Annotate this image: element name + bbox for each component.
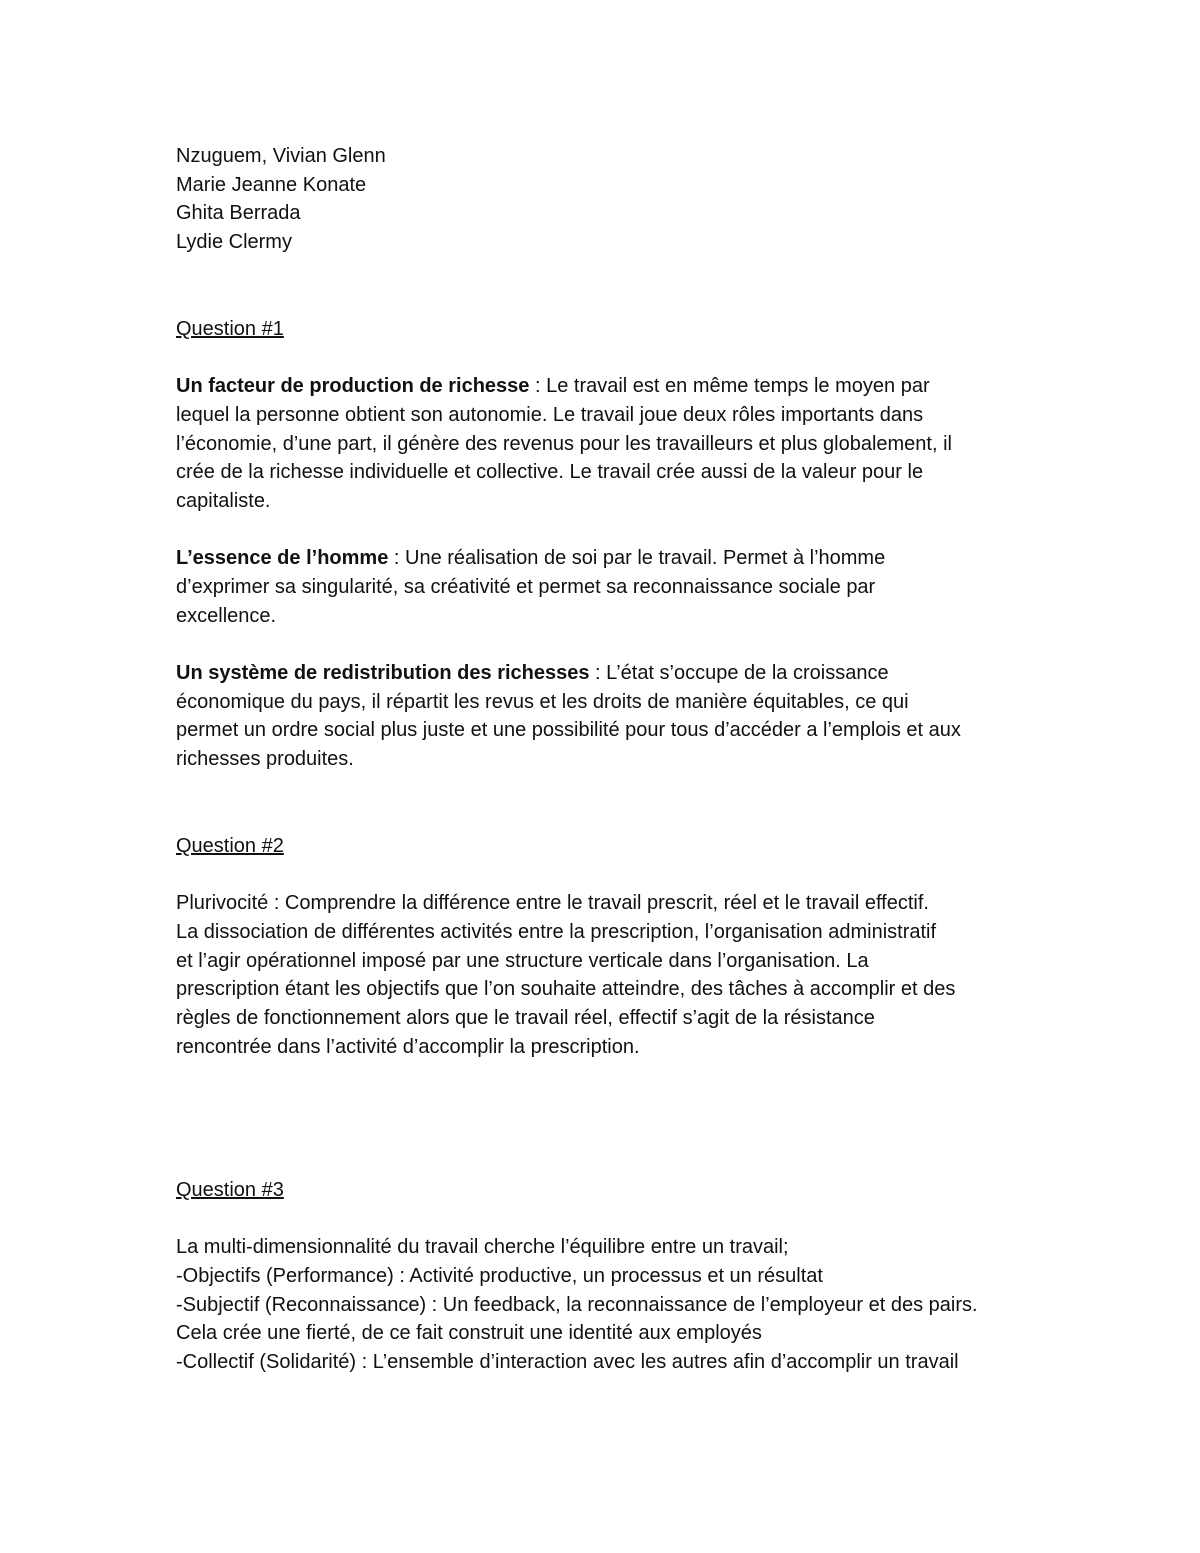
q1-paragraph-1-line: l’économie, d’une part, il génère des revenus pour les travailleurs et plus globalement, il <box>176 433 952 455</box>
q1-paragraph-1-line: lequel la personne obtient son autonomie. Le travail joue deux rôles importants dans <box>176 404 924 426</box>
q2-paragraph-line: La dissociation de différentes activités entre la prescription, l’organisation administratif <box>176 921 937 943</box>
q1-paragraph-2-line: d’exprimer sa singularité, sa créativité et permet sa reconnaissance sociale par <box>176 576 876 598</box>
q1-term-1: Un facteur de production de richesse <box>176 375 530 397</box>
q2-paragraph-line: rencontrée dans l’activité d’accomplir la prescription. <box>176 1036 640 1058</box>
q1-term-2: L’essence de l’homme <box>176 547 389 569</box>
q1-paragraph-2-line <box>176 544 885 573</box>
q1-paragraph-3-line: économique du pays, il répartit les revus et les droits de manière équitables, ce qui <box>176 691 909 713</box>
q1-paragraph-2-line: excellence. <box>176 605 277 627</box>
q2-paragraph-line: Plurivocité : Comprendre la différence entre le travail prescrit, réel et le travail effectif. <box>176 892 929 914</box>
question-3-heading: Question #3 <box>176 1179 284 1201</box>
q2-paragraph-line: prescription étant les objectifs que l’on souhaite atteindre, des tâches à accomplir et des <box>176 978 956 1000</box>
q1-paragraph-1-line: capitaliste. <box>176 490 271 512</box>
q3-paragraph-line: La multi-dimensionnalité du travail cherche l’équilibre entre un travail; <box>176 1236 789 1258</box>
q1-paragraph-3-text: : L’état s’occupe de la croissance <box>589 662 889 684</box>
author-line: Ghita Berrada <box>176 202 301 224</box>
q3-paragraph-line: Cela crée une fierté, de ce fait construit une identité aux employés <box>176 1322 762 1344</box>
q1-paragraph-1-line: crée de la richesse individuelle et collective. Le travail crée aussi de la valeur pour le <box>176 461 924 483</box>
q2-paragraph-line: règles de fonctionnement alors que le travail réel, effectif s’agit de la résistance <box>176 1007 875 1029</box>
question-1-heading: Question #1 <box>176 318 284 340</box>
author-line: Marie Jeanne Konate <box>176 174 367 196</box>
q1-paragraph-3-line: permet un ordre social plus juste et une possibilité pour tous d’accéder a l’emplois et aux <box>176 719 961 741</box>
q1-paragraph-3-line <box>176 659 889 688</box>
question-2-heading: Question #2 <box>176 835 284 857</box>
author-line: Nzuguem, Vivian Glenn <box>176 145 386 167</box>
q3-paragraph-line: -Collectif (Solidarité) : L’ensemble d’interaction avec les autres afin d’accomplir un travail <box>176 1351 959 1373</box>
q3-paragraph-line: -Objectifs (Performance) : Activité productive, un processus et un résultat <box>176 1265 823 1287</box>
q2-paragraph-line: et l’agir opérationnel imposé par une structure verticale dans l’organisation. La <box>176 950 869 972</box>
q1-term-3: Un système de redistribution des richesses <box>176 662 590 684</box>
q1-paragraph-1-text: : Le travail est en même temps le moyen par <box>529 375 930 397</box>
q1-paragraph-1-line <box>176 372 930 401</box>
q1-paragraph-2-text: : Une réalisation de soi par le travail. Permet à l’homme <box>388 547 886 569</box>
author-line: Lydie Clermy <box>176 231 292 253</box>
q3-paragraph-line: -Subjectif (Reconnaissance) : Un feedback, la reconnaissance de l’employeur et des pairs. <box>176 1294 978 1316</box>
q1-paragraph-3-line: richesses produites. <box>176 748 354 770</box>
